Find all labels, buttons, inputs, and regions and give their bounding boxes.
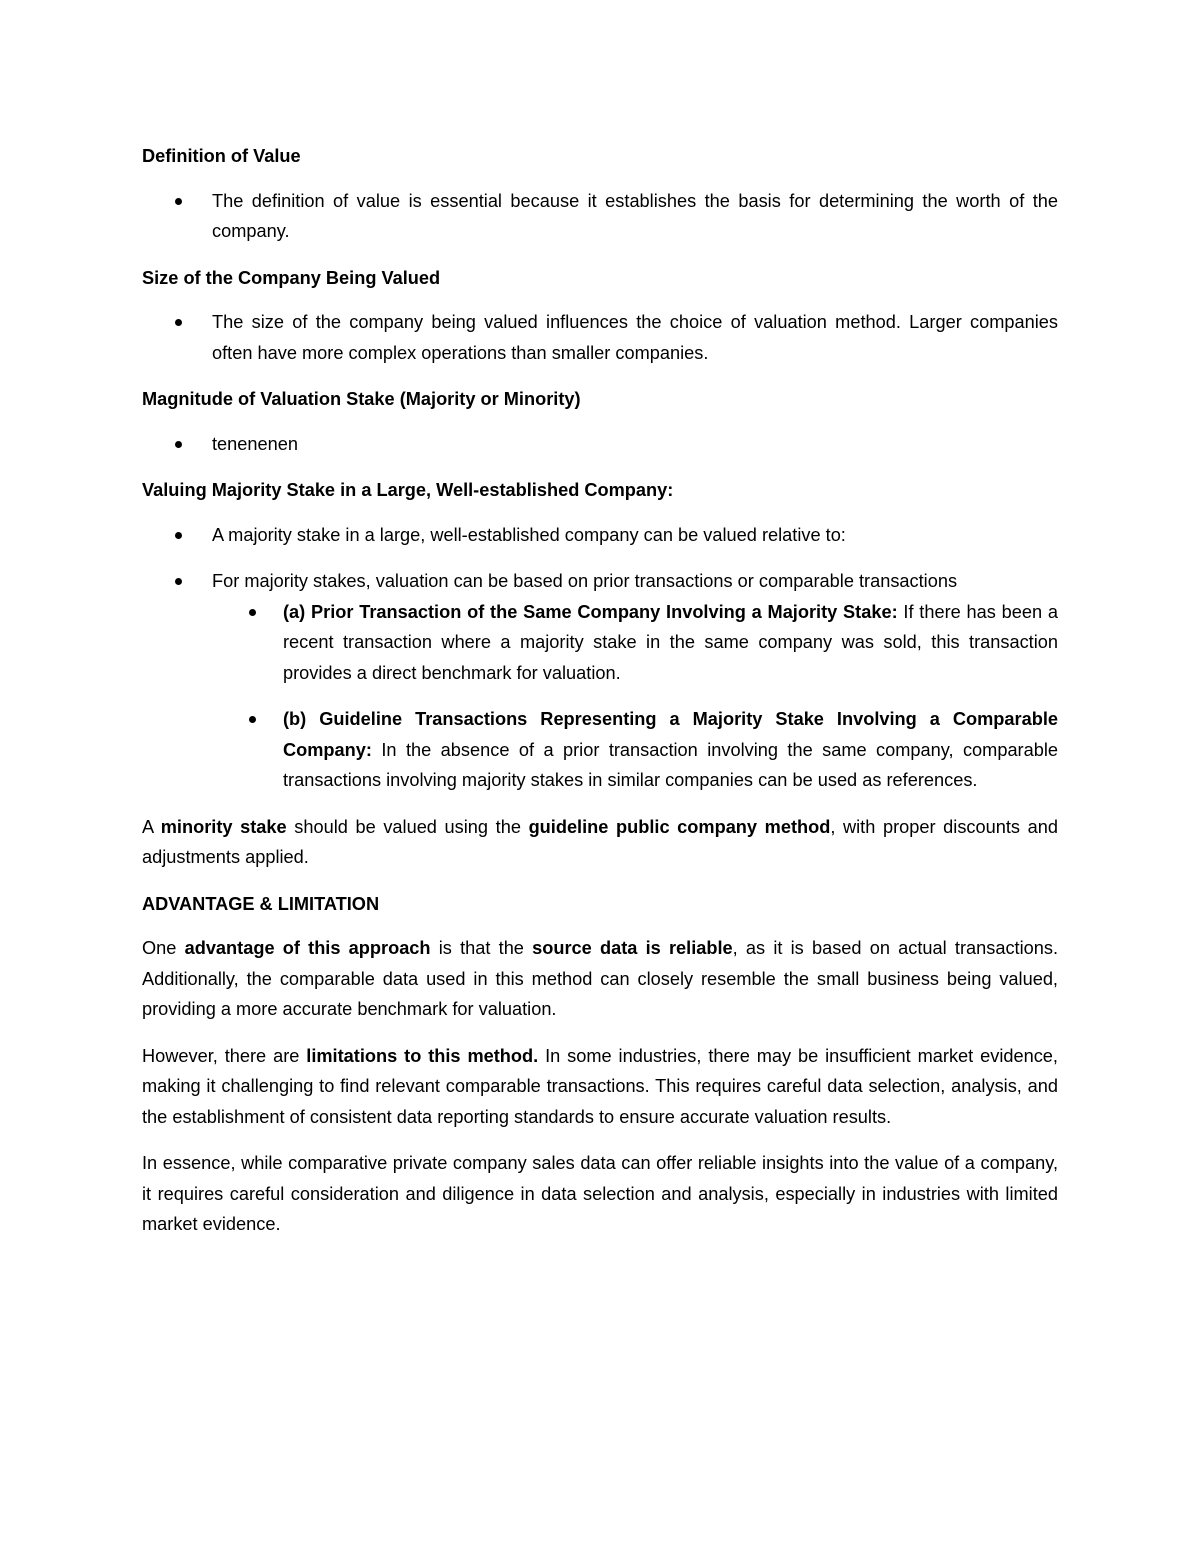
sublist-majority [142, 597, 1058, 796]
bold-run: limitations to this method. [306, 1045, 539, 1066]
bullet-icon [175, 198, 182, 205]
bullet-icon [175, 578, 182, 585]
sublist-item-a-title: (a) Prior Transaction of the Same Company Involving a Majority Stake: [283, 601, 898, 622]
heading-advantage-limitation: ADVANTAGE & LIMITATION [142, 893, 380, 914]
list-item [142, 520, 1058, 551]
paragraph-conclusion: In essence, while comparative private company sales data can offer reliable insights into the value of a company, it requires careful consideration and diligence in data selection and analysis, especially in industries with limited market evidence. [142, 1153, 1058, 1234]
paragraph-minority-stake [142, 812, 1058, 873]
sublist-item-b [212, 704, 1058, 796]
text-run: In some industries, there may be insufficient market evidence, making it challenging to find relevant comparable transactions. This requires careful data selection, analysis, and the establishment of consistent data reporting standards to ensure accurate valuation results. [142, 1045, 1058, 1127]
list-item [142, 429, 1058, 460]
document-body [142, 141, 1058, 1240]
text-run: is that the [430, 938, 533, 958]
bold-run: minority stake [160, 816, 287, 837]
bullet-icon [249, 716, 256, 723]
list-item-text: tenenenen [212, 433, 298, 454]
list-item-text: A majority stake in a large, well-established company can be valued relative to: [212, 524, 846, 545]
list-majority [142, 520, 1058, 597]
sublist-item-b-text: In the absence of a prior transaction involving the same company, comparable transactions involving majority stakes in similar companies can be used as references. [283, 739, 1058, 790]
list-item [142, 186, 1058, 247]
list-item-text: The size of the company being valued influences the choice of valuation method. Larger companies often have more complex operations than smaller companies. [212, 312, 1058, 363]
heading-magnitude-of-stake: Magnitude of Valuation Stake (Majority or Minority) [142, 389, 581, 409]
sublist-item-a-text: If there has been a recent transaction where a majority stake in the same company was sold, this transaction provides a direct benchmark for valuation. [283, 601, 1058, 683]
text-run: One [142, 938, 185, 958]
text-run: should be valued using the [286, 816, 529, 837]
text-run: , as it is based on actual transactions. Additionally, the comparable data used in this method can closely resemble the small business being valued, providing a more accurate benchmark for valuation. [142, 938, 1059, 1019]
bullet-icon [175, 532, 182, 539]
list-item-text: The definition of value is essential because it establishes the basis for determining the worth of the company. [212, 190, 1058, 241]
bullet-icon [175, 441, 182, 448]
text-run: , with proper discounts and adjustments applied. [142, 816, 1058, 867]
bold-run: advantage of this approach [184, 938, 431, 958]
list-item [142, 566, 1058, 597]
heading-definition-of-value: Definition of Value [142, 146, 301, 166]
list-item-text: For majority stakes, valuation can be based on prior transactions or comparable transactions [212, 571, 958, 591]
heading-size-of-company: Size of the Company Being Valued [142, 267, 441, 288]
bullet-icon [175, 319, 182, 326]
sublist-item-a [212, 597, 1058, 689]
bold-run: guideline public company method [528, 816, 831, 837]
bullet-icon [249, 609, 256, 616]
heading-valuing-majority-stake: Valuing Majority Stake in a Large, Well-established Company: [142, 480, 674, 500]
paragraph-advantage [142, 933, 1058, 1025]
bold-run: source data is reliable [532, 938, 733, 958]
list-definition [142, 186, 1058, 247]
list-item [142, 307, 1058, 368]
list-size [142, 307, 1058, 368]
text-run: However, there are [142, 1045, 307, 1066]
sublist-item-b-title: (b) Guideline Transactions Representing a Majority Stake Involving a Comparable Company: [283, 709, 1058, 760]
paragraph-limitation [142, 1041, 1058, 1133]
text-run: A [142, 816, 161, 837]
list-magnitude [142, 429, 1058, 460]
